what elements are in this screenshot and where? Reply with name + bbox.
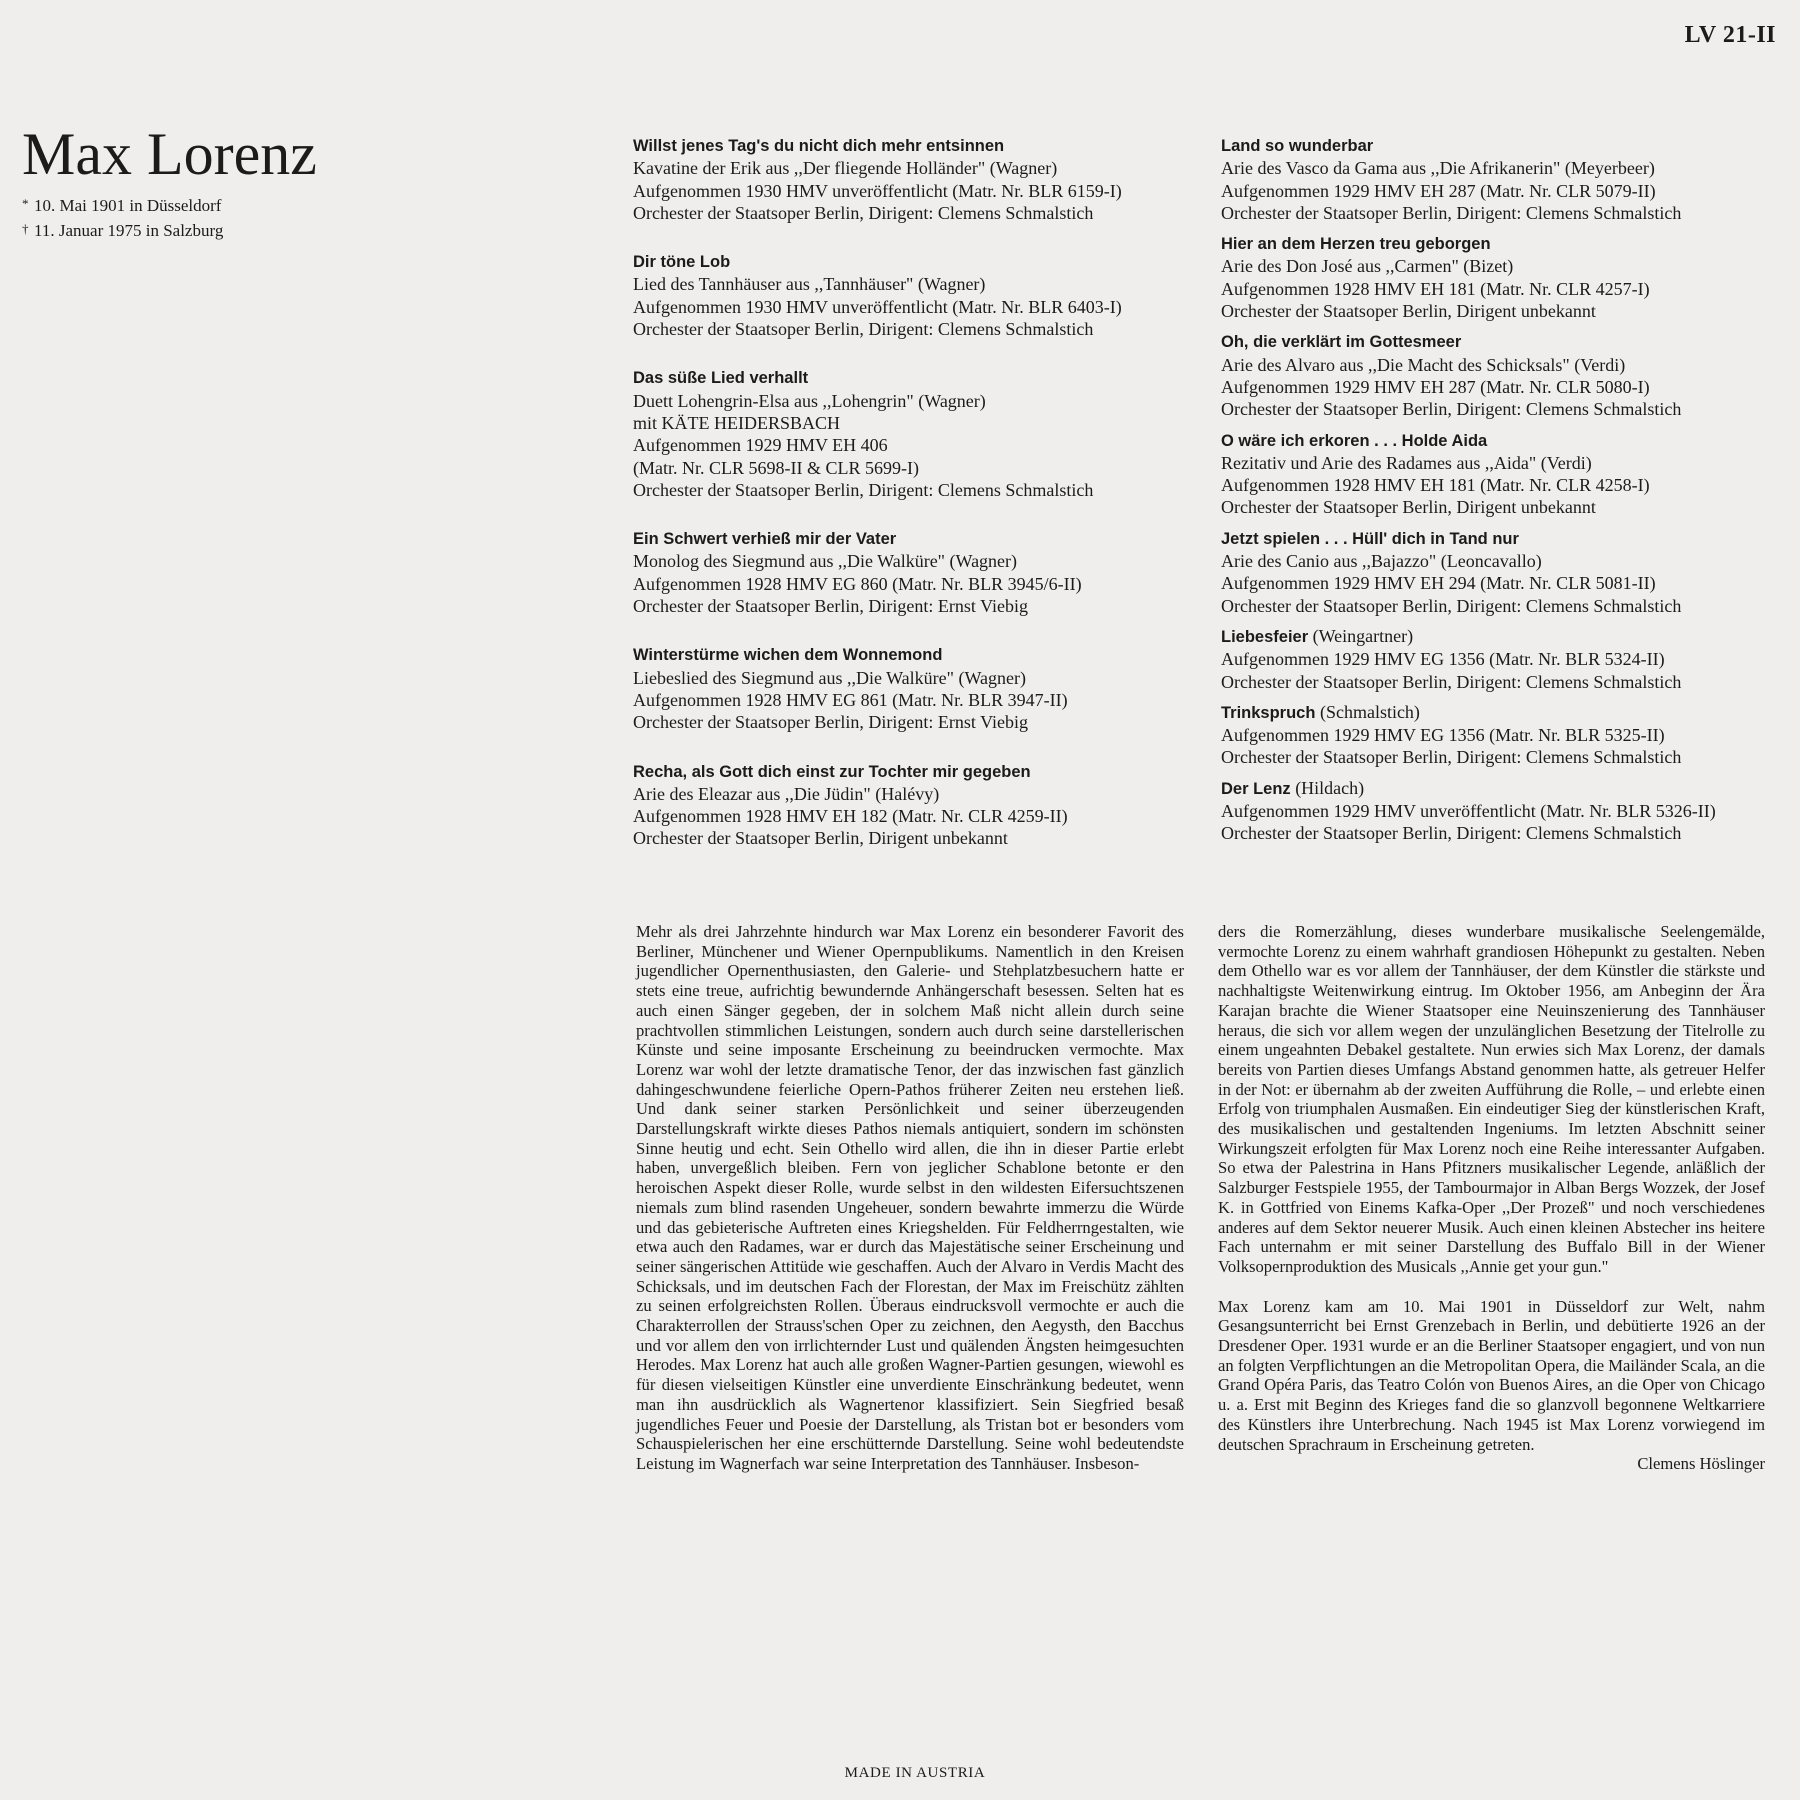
track-detail-line: Kavatine der Erik aus ,,Der fliegende Holländer" (Wagner) [633,158,1058,179]
track-detail-line: Orchester der Staatsoper Berlin, Dirigent unbekannt [633,828,1008,849]
track-detail-line: Orchester der Staatsoper Berlin, Dirigent: Clemens Schmalstich [633,202,1094,223]
track-entry [633,760,1193,850]
track-detail-line: Monolog des Siegmund aus ,,Die Walküre" (Wagner) [633,551,1018,572]
track-title: Jetzt spielen . . . Hüll' dich in Tand nur [1221,529,1519,548]
artist-header [22,122,317,242]
track-detail-line: Arie des Vasco da Gama aus ,,Die Afrikanerin" (Meyerbeer) [1221,158,1655,179]
track-title: Ein Schwert verhieß mir der Vater [633,530,897,549]
essay-paragraph: ders die Romerzählung, dieses wunderbare musikalische Seelengemälde, vermochte Lorenz zu einem wahrhaft grandiosen Höhepunkt zu gestalten. Neben dem Othello war es vor allem der Tannhäuser, der dem Künstler die stärkste und nachhaltigste Weitenwirkung eintrug. Im Oktober 1956, am Anbeginn der Ära Karajan brachte die Wiener Staatsoper eine Neuinszenierung des Tannhäuser heraus, die sich vor allem wegen der unzulänglichen Besetzung der Titelrolle zu einem ungeahnten Debakel gestaltete. Nun erwies sich Max Lorenz, der damals bereits von Partien dieses Umfangs Abstand genommen hatte, als getreuer Helfer in der Not: er übernahm ab der zweiten Aufführung die Rolle, – und erlebte einen Erfolg von triumphalen Ausmaßen. Ein eindeutiger Sieg der künstlerischen Kraft, des musikalischen und gestaltenden Ingeniums. Im letzten Abschnitt seiner Wirkungszeit erfolgten für Max Lorenz noch eine Reihe interessanter Aufgaben. So etwa der Palestrina in Hans Pfitzners musikalischer Legende, anläßlich der Salzburger Festspiele 1955, der Tambourmajor in Alban Bergs Wozzek, der Josef K. in Gottfried von Einems Kafka-Oper ,,Der Prozeß" und noch verschiedenes anderes auf dem Sektor neuerer Musik. Auch einen kleinen Abstecher ins heitere Fach unternahm er mit seiner Darstellung des Buffalo Bill in der Wiener Volksopernproduktion des Musicals ,,Annie get your gun." [1218,922,1765,1276]
track-entry [1221,134,1791,224]
track-detail-line: Arie des Alvaro aus ,,Die Macht des Schicksals" (Verdi) [1221,354,1626,375]
track-detail-line: Rezitativ und Arie des Radames aus ,,Aida" (Verdi) [1221,452,1592,473]
track-detail-line: Orchester der Staatsoper Berlin, Dirigent: Clemens Schmalstich [1221,747,1682,768]
track-detail-line: Arie des Don José aus ,,Carmen" (Bizet) [1221,256,1514,277]
track-detail-line: Aufgenommen 1930 HMV unveröffentlicht (Matr. Nr. BLR 6159-I) [633,180,1122,201]
track-title: Land so wunderbar [1221,137,1374,155]
essay-paragraph: Max Lorenz kam am 10. Mai 1901 in Düsseldorf zur Welt, nahm Gesangsunterricht bei Ernst Grenzebach in Berlin, und debütierte 1926 an der Dresdener Oper. 1931 wurde er an die Berliner Staatsoper engagiert, und von nun an folgten Verpflichtungen an die Metropolitan Opera, die Mailänder Scala, an die Grand Opéra Paris, das Teatro Colón von Buenos Aires, an die Oper von Chicago u. a. Erst mit Beginn des Krieges fand die so glanzvoll begonnene Weltkarriere des Künstlers ihre Unterbrechung. Nach 1945 ist Max Lorenz vorwiegend im deutschen Sprachraum in Erscheinung getreten. [1218,1296,1765,1454]
track-composer: (Schmalstich) [1319,701,1420,722]
track-entry [633,527,1193,617]
track-entry [1221,527,1791,617]
track-detail-line: Orchester der Staatsoper Berlin, Dirigent: Clemens Schmalstich [633,479,1094,500]
track-detail-line: Aufgenommen 1928 HMV EH 181 (Matr. Nr. CLR 4258-I) [1221,475,1650,496]
track-detail-line: Aufgenommen 1929 HMV EH 287 (Matr. Nr. CLR 5079-II) [1221,180,1656,201]
essay-author: Clemens Höslinger [1637,1454,1765,1474]
track-title-line [1221,429,1791,452]
track-title-line [633,643,1193,666]
track-detail-line: Orchester der Staatsoper Berlin, Dirigent: Clemens Schmalstich [1221,595,1682,616]
track-title-line [1221,330,1791,353]
track-entry [1221,625,1791,693]
track-detail-line: Aufgenommen 1929 HMV unveröffentlicht (Matr. Nr. BLR 5326-II) [1221,801,1716,822]
track-detail-line: Aufgenommen 1929 HMV EH 406 [633,435,888,456]
essay-column-left [636,922,1184,1474]
track-title: Winterstürme wichen dem Wonnemond [633,646,943,665]
track-title: Liebesfeier [1221,627,1309,646]
death-line [22,217,317,242]
track-list-right [1221,134,1791,853]
track-title-line [1221,625,1791,648]
track-title-line [633,134,1193,157]
track-detail-line: Aufgenommen 1928 HMV EH 181 (Matr. Nr. CLR 4257-I) [1221,278,1650,299]
track-detail-line: Duett Lohengrin-Elsa aus ,,Lohengrin" (Wagner) [633,390,986,411]
birth-date: 10. Mai 1901 in Düsseldorf [34,196,222,215]
track-detail-line: Liebeslied des Siegmund aus ,,Die Walküre" (Wagner) [633,667,1027,688]
artist-name: Max Lorenz [22,121,317,187]
track-title: Recha, als Gott dich einst zur Tochter mir gegeben [633,762,1031,781]
track-detail-line: Orchester der Staatsoper Berlin, Dirigent: Ernst Viebig [633,712,1028,733]
track-title: Trinkspruch [1221,703,1316,722]
track-detail-line: Aufgenommen 1930 HMV unveröffentlicht (Matr. Nr. BLR 6403-I) [633,296,1122,317]
track-detail-line: mit KÄTE HEIDERSBACH [633,412,840,433]
track-title: Hier an dem Herzen treu geborgen [1221,235,1491,254]
track-entry [633,134,1193,224]
track-title: Das süße Lied verhallt [633,369,809,388]
track-title-line [633,366,1193,389]
track-detail-line: Lied des Tannhäuser aus ,,Tannhäuser" (Wagner) [633,274,986,295]
track-title-line [1221,701,1791,724]
essay-paragraph: Mehr als drei Jahrzehnte hindurch war Max Lorenz ein besonderer Favorit des Berliner, Münchener und Wiener Opernpublikums. Namentlich in den Kreisen jugendlicher Opernenthusiasten, den Galerie- und Stehplatzbesuchern hatte er stets eine treue, aufrichtig bewundernde Anhängerschaft besessen. Selten hat es auch einen Sänger gegeben, der in solchem Maß nicht allein durch seine prachtvollen stimmlichen Leistungen, sondern auch durch seine darstellerischen Künste und seine imposante Erscheinung zu beeindrucken vermochte. Max Lorenz war wohl der letzte dramatische Tenor, der das inzwischen fast gänzlich dahingeschwundene feierliche Opern-Pathos früherer Zeiten neu erstehen ließ. Und dank seiner starken Persönlichkeit und seiner überzeugenden Darstellungskraft wirkte dieses Pathos niemals antiquiert, sondern im schönsten Sinne heutig und echt. Sein Othello wird allen, die ihn in dieser Partie erlebt haben, unvergeßlich bleiben. Fern von jeglicher Schablone betonte er den heroischen Aspekt dieser Rolle, wurde selbst in den wildesten Eifersuchtszenen niemals zum blind rasenden Ungeheuer, sondern bewahrte immerzu die Würde und das gebieterische Auftreten eines Kriegshelden. Für Feldherrngestalten, wie etwa auch den Radames, war er durch das Majestätische seiner Erscheinung und seiner sängerischen Attitüde wie geschaffen. Auch der Alvaro in Verdis Macht des Schicksals, und im deutschen Fach der Florestan, der Max im Freischütz zählten zu seinen erfolgreichsten Rollen. Überaus eindrucksvoll vermochte er auch die Charakterrollen der Strauss'schen Oper zu zeichnen, den Aegysth, den Bacchus und vor allem den von irrlichternder Lust und quälenden Ängsten heimgesuchten Herodes. Max Lorenz hat auch alle großen Wagner-Partien gesungen, wiewohl es für diesen vielseitigen Künstler eine unverdiente Einschränkung bedeutet, wenn man ihn ausdrücklich als Wagnertenor klassifiziert. Sein Siegfried besaß jugendliches Feuer und Poesie der Darstellung, als Tristan bot er besonders vom Schauspielerischen her eine erschütternde Darstellung. Seine wohl bedeutendste Leistung im Wagnerfach war seine Interpretation des Tannhäuser. Insbeson- [636,922,1184,1473]
track-title: O wäre ich erkoren . . . Holde Aida [1221,431,1488,450]
track-entry [1221,232,1791,322]
track-title-line [1221,777,1791,800]
track-title-line [633,250,1193,273]
birth-mark: * [22,196,29,211]
track-detail-line: Orchester der Staatsoper Berlin, Dirigent: Clemens Schmalstich [633,319,1094,340]
track-detail-line: Aufgenommen 1928 HMV EH 182 (Matr. Nr. CLR 4259-II) [633,806,1068,827]
track-composer: (Weingartner) [1312,625,1414,646]
track-detail-line: Orchester der Staatsoper Berlin, Dirigent: Clemens Schmalstich [1221,202,1682,223]
track-detail-line: Aufgenommen 1929 HMV EH 294 (Matr. Nr. CLR 5081-II) [1221,573,1656,594]
track-detail-line: Orchester der Staatsoper Berlin, Dirigent unbekannt [1221,301,1596,322]
track-entry [633,250,1193,340]
track-detail-line: Orchester der Staatsoper Berlin, Dirigent: Clemens Schmalstich [1221,671,1682,692]
track-entry [1221,330,1791,420]
track-detail-line: Orchester der Staatsoper Berlin, Dirigent: Clemens Schmalstich [1221,399,1682,420]
track-composer: (Hildach) [1295,777,1365,798]
track-title: Willst jenes Tag's du nicht dich mehr entsinnen [633,137,1005,155]
death-date: 11. Januar 1975 in Salzburg [34,221,224,240]
essay-column-right [1218,922,1765,1474]
track-detail-line: Orchester der Staatsoper Berlin, Dirigent unbekannt [1221,497,1596,518]
track-list-left [633,134,1193,876]
track-detail-line: Arie des Eleazar aus ,,Die Jüdin" (Halévy) [633,783,940,804]
death-mark: † [22,221,29,236]
track-entry [1221,429,1791,519]
track-title-line [633,527,1193,550]
track-detail-line: Orchester der Staatsoper Berlin, Dirigent: Clemens Schmalstich [1221,823,1682,844]
track-detail-line: Arie des Canio aus ,,Bajazzo" (Leoncavallo) [1221,551,1542,572]
track-entry [1221,777,1791,845]
track-title-line [1221,232,1791,255]
track-entry [1221,701,1791,769]
track-detail-line: Aufgenommen 1928 HMV EG 860 (Matr. Nr. BLR 3945/6-II) [633,573,1082,594]
track-detail-line: Aufgenommen 1929 HMV EG 1356 (Matr. Nr. BLR 5325-II) [1221,725,1665,746]
track-title: Der Lenz [1221,779,1291,798]
birth-line [22,192,317,217]
made-in-label: MADE IN AUSTRIA [844,1765,986,1781]
track-title: Oh, die verklärt im Gottesmeer [1221,333,1462,352]
track-detail-line: Aufgenommen 1928 HMV EG 861 (Matr. Nr. BLR 3947-II) [633,689,1068,710]
track-detail-line: (Matr. Nr. CLR 5698-II & CLR 5699-I) [633,457,919,478]
track-detail-line: Aufgenommen 1929 HMV EH 287 (Matr. Nr. CLR 5080-I) [1221,376,1650,397]
track-title: Dir töne Lob [633,253,731,272]
track-title-line [1221,527,1791,550]
track-title-line [1221,134,1791,157]
catalog-number: LV 21-II [1684,22,1776,48]
track-entry [633,643,1193,733]
track-detail-line: Aufgenommen 1929 HMV EG 1356 (Matr. Nr. BLR 5324-II) [1221,649,1665,670]
track-title-line [633,760,1193,783]
track-entry [633,366,1193,501]
track-detail-line: Orchester der Staatsoper Berlin, Dirigent: Ernst Viebig [633,596,1028,617]
